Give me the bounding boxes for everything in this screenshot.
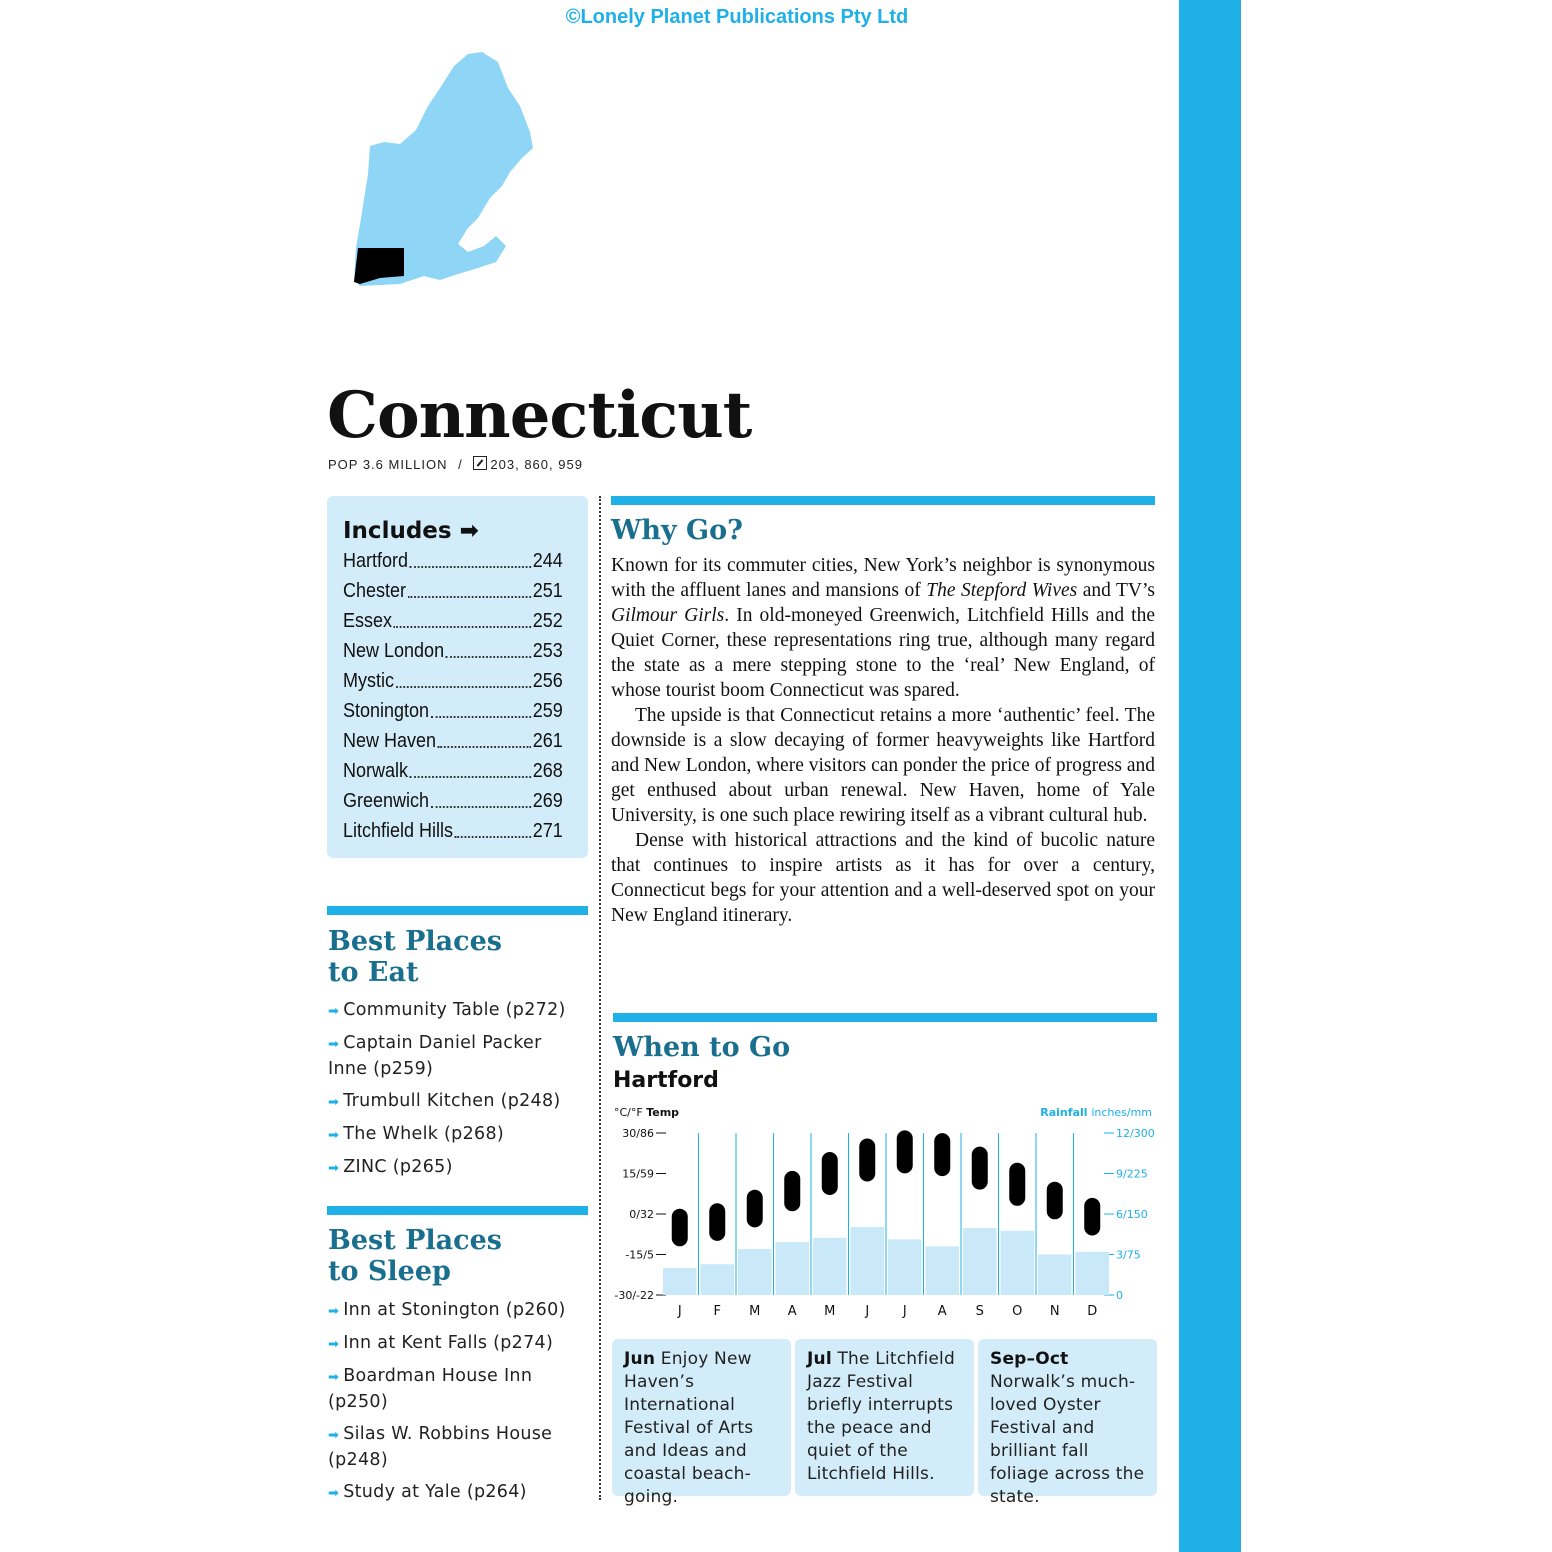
leader-dots [410, 776, 531, 778]
list-item[interactable] [343, 816, 563, 846]
rainfall-bar [963, 1228, 997, 1295]
when-heading: When to Go [613, 1032, 791, 1063]
highlight-card [978, 1339, 1157, 1507]
list-item[interactable] [343, 696, 563, 726]
leader-dots [408, 596, 531, 598]
rainfall-bar [851, 1227, 885, 1295]
include-page: 259 [532, 699, 563, 722]
include-page: 251 [532, 579, 563, 602]
include-name: Chester [343, 579, 407, 602]
rain-axis-label-bold: Rainfall [1040, 1106, 1092, 1119]
why-body [611, 553, 1155, 928]
rain-axis-label [1040, 1106, 1152, 1119]
page-title: Connecticut [327, 378, 752, 453]
column-divider [599, 496, 601, 1500]
list-item[interactable] [328, 1331, 583, 1357]
list-item[interactable] [343, 606, 563, 636]
rain-tick-label: 9/225 [1116, 1167, 1148, 1181]
include-page: 269 [532, 789, 563, 812]
highlight-month: Jul [807, 1349, 832, 1369]
list-item[interactable] [328, 1364, 583, 1415]
arrow-right-icon: ➡ [328, 1128, 340, 1143]
month-label: M [749, 1304, 761, 1319]
include-page: 268 [532, 759, 563, 782]
text-run: . In old-moneyed Greenwich, Litchfield Hills and the Quiet Corner, these representations ring true, although many regard the state as a mere stepping stone to the ‘real’ New England, of whose tourist boom Connecticut was spared. [611, 605, 1155, 701]
list-item[interactable] [328, 1122, 583, 1148]
month-label: A [787, 1304, 797, 1319]
includes-box [327, 496, 588, 858]
eat-section-bar [327, 906, 588, 915]
month-label: M [824, 1304, 836, 1319]
arrow-right-icon: ➡ [328, 1037, 340, 1052]
month-label: J [865, 1304, 870, 1319]
highlight-month: Jun [624, 1349, 656, 1369]
place-label: Study at Yale (p264) [343, 1482, 527, 1502]
eat-heading-line2: to Eat [328, 957, 419, 988]
list-item[interactable] [343, 546, 563, 576]
list-item[interactable] [343, 636, 563, 666]
place-label: Silas W. Robbins House (p248) [328, 1424, 553, 1470]
rain-tick-label: 3/75 [1116, 1248, 1141, 1262]
include-name: Greenwich [343, 789, 430, 812]
sleep-heading-line1: Best Places [328, 1225, 502, 1256]
rainfall-bar [776, 1242, 810, 1295]
leader-dots [455, 836, 531, 838]
phone-icon [473, 456, 487, 470]
include-name: New London [343, 639, 445, 662]
leader-dots [446, 656, 531, 658]
why-paragraph-3: Dense with historical attractions and the kind of bucolic nature that continues to inspire artists as it has for over a century, Connecticut begs for your attention and a well-deserved spot on your New England itinerary. [611, 830, 1155, 926]
highlight-month: Sep–Oct [990, 1349, 1069, 1369]
temp-tick-label: 0/32 [629, 1208, 654, 1221]
place-label: Community Table (p272) [343, 1000, 566, 1020]
month-label: A [937, 1304, 947, 1319]
arrow-right-icon: ➡ [328, 1337, 340, 1352]
list-item[interactable] [328, 1480, 583, 1506]
sleep-heading-line2: to Sleep [328, 1256, 451, 1287]
include-page: 261 [532, 729, 563, 752]
include-name: Litchfield Hills [343, 819, 454, 842]
text-run: and TV’s [1077, 580, 1156, 601]
arrow-right-icon: ➡ [328, 1004, 340, 1019]
rainfall-bar [1076, 1252, 1110, 1295]
list-item[interactable] [343, 786, 563, 816]
text-run: Known for its commuter cities, New York’s neighbor is synonymous with the affluent lanes and mansions of [611, 555, 1155, 601]
rainfall-bar [738, 1249, 772, 1295]
highlight-card [612, 1339, 791, 1507]
italic-title: The Stepford Wives [926, 580, 1078, 601]
rain-tick-label: 12/300 [1116, 1127, 1155, 1140]
place-label: Trumbull Kitchen (p248) [343, 1091, 561, 1111]
eat-list [328, 998, 583, 1188]
include-page: 256 [532, 669, 563, 692]
rainfall-bar [813, 1238, 847, 1295]
place-label: Inn at Kent Falls (p274) [343, 1333, 554, 1353]
why-paragraph-2: The upside is that Connecticut retains a more ‘authentic’ feel. The downside is a slow decaying of former heavyweights like Hartford and New London, where visitors can ponder the price of progress and get enthused about urban renewal. New Haven, home of Yale University, is one such place rewiring itself as a vibrant cultural hub. [611, 705, 1155, 826]
eat-heading [328, 926, 502, 988]
month-label: D [1087, 1304, 1098, 1319]
arrow-right-icon: ➡ [328, 1161, 340, 1176]
temp-axis-label: °C/°F Temp [614, 1106, 680, 1119]
arrow-right-icon: ➡ [328, 1095, 340, 1110]
climate-city: Hartford [613, 1068, 719, 1093]
list-item[interactable] [328, 1031, 583, 1082]
month-label: N [1049, 1304, 1060, 1319]
rainfall-bar [1038, 1255, 1072, 1296]
list-item[interactable] [343, 726, 563, 756]
leader-dots [431, 716, 531, 718]
temp-tick-label: 30/86 [622, 1127, 654, 1140]
sleep-heading [328, 1225, 502, 1287]
new-england-locator-map [340, 48, 540, 293]
rainfall-bar [701, 1264, 735, 1295]
month-label: J [677, 1304, 682, 1319]
place-label: Inn at Stonington (p260) [343, 1300, 566, 1320]
separator: / [458, 457, 463, 472]
rain-tick-label: 0 [1116, 1289, 1123, 1302]
include-name: New Haven [343, 729, 437, 752]
list-item[interactable] [343, 576, 563, 606]
list-item[interactable] [328, 1422, 583, 1473]
includes-list [343, 546, 563, 846]
highlight-text: The Litchfield Jazz Festival briefly interrupts the peace and quiet of the Litchfield Hills. [807, 1349, 955, 1484]
place-label: Boardman House Inn (p250) [328, 1366, 533, 1412]
rainfall-bar [1001, 1231, 1035, 1295]
highlight-card [795, 1339, 974, 1496]
month-label: O [1012, 1304, 1023, 1319]
why-heading: Why Go? [611, 515, 743, 546]
list-item[interactable] [328, 998, 583, 1024]
leader-dots [394, 626, 531, 628]
month-label: S [975, 1304, 984, 1319]
include-name: Stonington [343, 699, 430, 722]
rainfall-bar [888, 1239, 922, 1295]
include-name: Essex [343, 609, 393, 632]
list-item[interactable] [328, 1089, 583, 1115]
rainfall-bar [926, 1246, 960, 1295]
italic-title: Gilmour Girls [611, 605, 725, 626]
highlight-text: Norwalk’s much-loved Oyster Festival and brilliant fall foliage across the state. [990, 1372, 1145, 1507]
list-item[interactable] [343, 756, 563, 786]
arrow-right-icon: ➡ [328, 1486, 340, 1501]
population: POP 3.6 MILLION [328, 457, 448, 472]
climate-chart [606, 1100, 1166, 1325]
chapter-side-band [1179, 0, 1241, 1552]
leader-dots [431, 806, 531, 808]
rain-axis-label-unit: inches/mm [1091, 1106, 1152, 1119]
include-page: 252 [532, 609, 563, 632]
arrow-right-icon: ➡ [328, 1304, 340, 1319]
include-page: 244 [532, 549, 563, 572]
temp-tick-label: -30/-22 [614, 1289, 654, 1302]
highlight-text: Enjoy New Haven’s International Festival of Arts and Ideas and coastal beach-going. [624, 1349, 754, 1507]
arrow-right-icon: ➡ [328, 1428, 340, 1443]
temp-axis-label-bold: Temp [646, 1106, 680, 1119]
rainfall-bar [663, 1268, 697, 1295]
month-label: F [713, 1304, 721, 1319]
copyright-notice: ©Lonely Planet Publications Pty Ltd [565, 6, 909, 28]
place-label: ZINC (p265) [343, 1157, 453, 1177]
highlight-cards [612, 1339, 1157, 1507]
sleep-list [328, 1298, 583, 1513]
list-item[interactable] [328, 1298, 583, 1324]
sleep-section-bar [327, 1206, 588, 1215]
leader-dots [438, 746, 531, 748]
include-page: 253 [532, 639, 563, 662]
why-paragraph-1 [611, 553, 1155, 703]
list-item[interactable] [343, 666, 563, 696]
area-codes: 203, 860, 959 [490, 457, 583, 472]
temp-tick-label: 15/59 [622, 1167, 654, 1181]
include-name: Norwalk [343, 759, 409, 782]
leader-dots [396, 686, 531, 688]
temp-tick-label: -15/5 [625, 1248, 654, 1262]
arrow-right-icon: ➡ [328, 1370, 340, 1385]
include-name: Mystic [343, 669, 395, 692]
include-name: Hartford [343, 549, 409, 572]
why-section-bar [611, 496, 1155, 505]
include-page: 271 [532, 819, 563, 842]
includes-heading: Includes ➡ [343, 518, 479, 544]
when-section-bar [613, 1013, 1157, 1022]
leader-dots [410, 566, 531, 568]
eat-heading-line1: Best Places [328, 926, 502, 957]
list-item[interactable] [328, 1155, 583, 1181]
rain-tick-label: 6/150 [1116, 1208, 1148, 1221]
place-label: Captain Daniel Packer Inne (p259) [328, 1033, 542, 1079]
month-label: J [902, 1304, 907, 1319]
population-line [328, 456, 583, 472]
place-label: The Whelk (p268) [343, 1124, 504, 1144]
